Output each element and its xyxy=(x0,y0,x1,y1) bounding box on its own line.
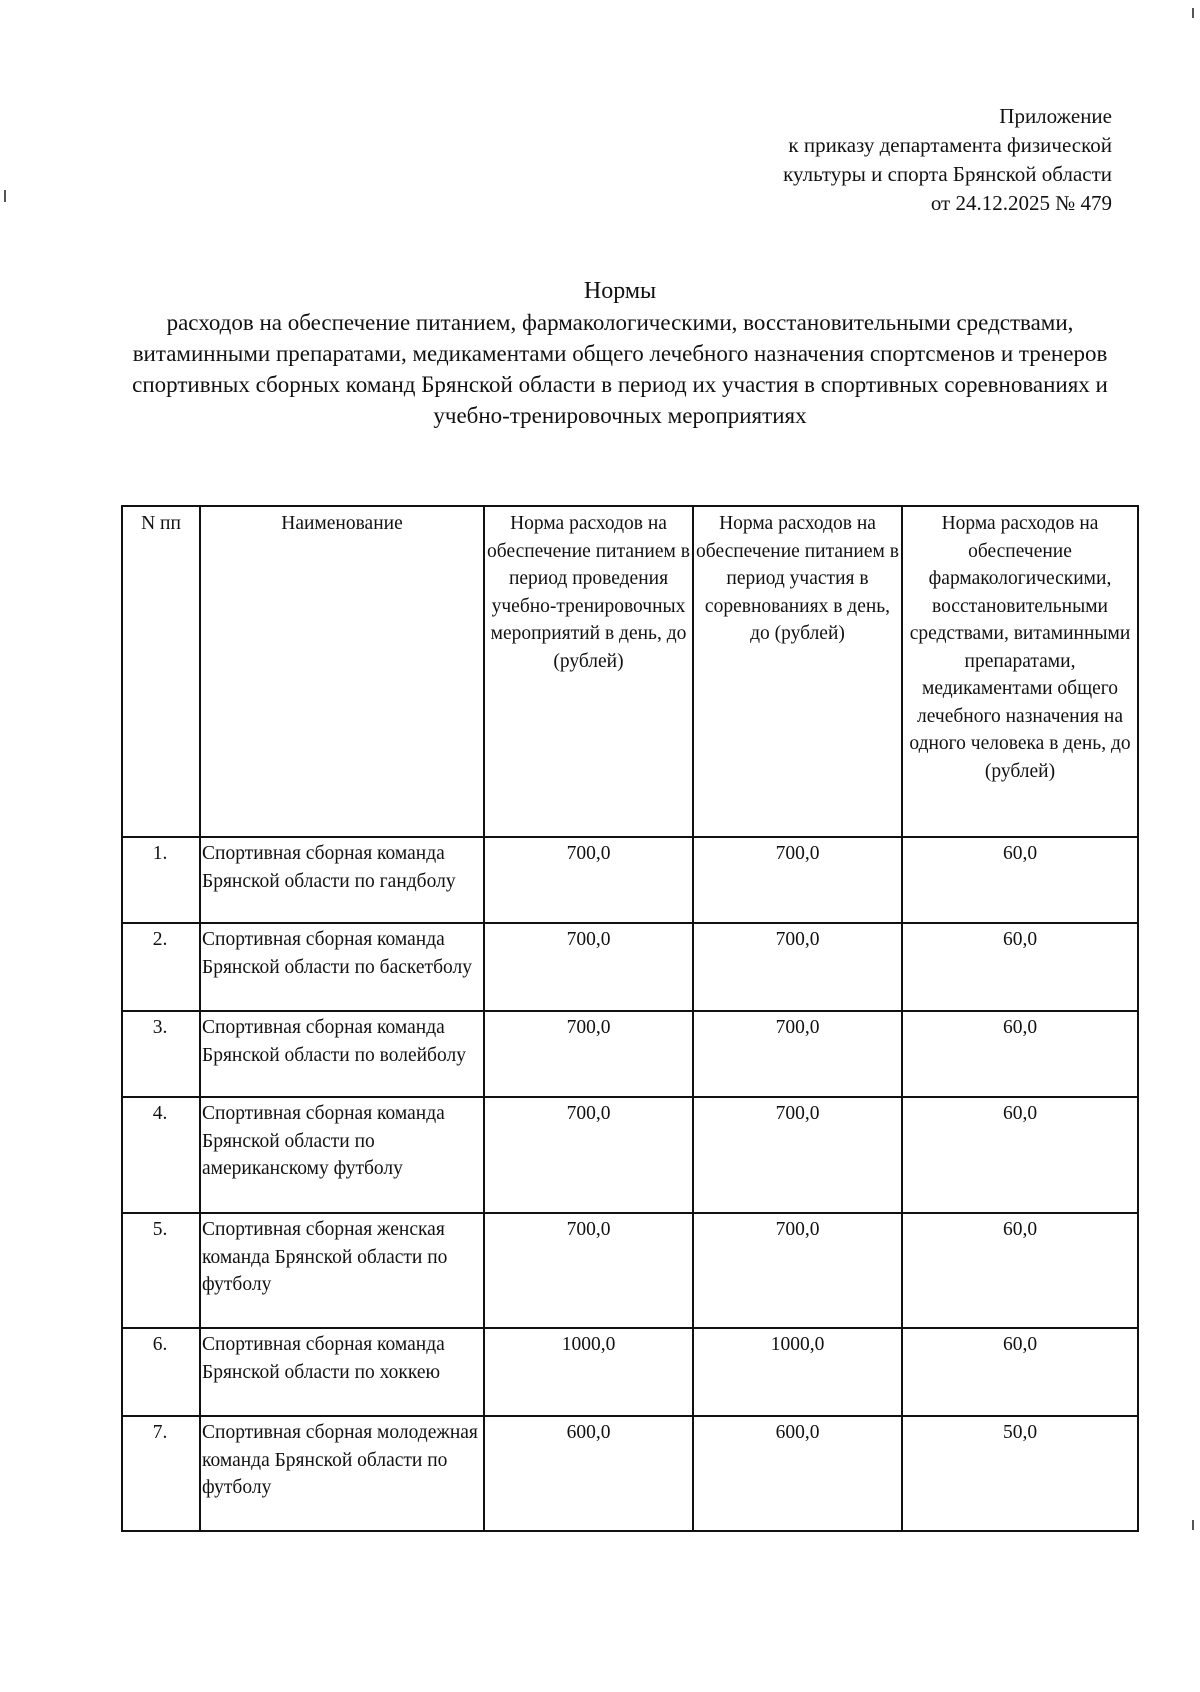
table-row xyxy=(122,1097,1138,1213)
row-training-value: 700,0 xyxy=(484,923,693,1011)
header-number: N пп xyxy=(122,506,200,837)
row-team-name: Спортивная сборная женская команда Брянской области по футболу xyxy=(200,1213,484,1328)
norms-table xyxy=(121,505,1139,1532)
row-training-value: 700,0 xyxy=(484,1213,693,1328)
header-medical-norm: Норма расходов на обеспечение фармакологическими, восстановительными средствами, витаминными препаратами, медикаментами общего лечебного назначения на одного человека в день, до (рублей) xyxy=(902,506,1138,837)
row-team-name: Спортивная сборная команда Брянской области по баскетболу xyxy=(200,923,484,1011)
table-row xyxy=(122,1213,1138,1328)
row-medical-value: 60,0 xyxy=(902,1097,1138,1213)
row-training-value: 700,0 xyxy=(484,1011,693,1097)
document-title: Нормы xyxy=(583,278,657,304)
row-competition-value: 700,0 xyxy=(693,837,902,923)
row-competition-value: 700,0 xyxy=(693,923,902,1011)
row-number: 4. xyxy=(122,1097,200,1213)
row-training-value: 1000,0 xyxy=(484,1328,693,1416)
appendix-date-number: от 24.12.2025 № 479 xyxy=(930,191,1112,215)
row-medical-value: 60,0 xyxy=(902,1011,1138,1097)
table-row xyxy=(122,1011,1138,1097)
appendix-header xyxy=(592,102,1112,218)
table-row xyxy=(122,837,1138,923)
row-medical-value: 60,0 xyxy=(902,837,1138,923)
row-competition-value: 700,0 xyxy=(693,1213,902,1328)
header-name: Наименование xyxy=(200,506,484,837)
scan-artifact xyxy=(4,190,6,202)
appendix-department: культуры и спорта Брянской области xyxy=(783,162,1112,186)
row-medical-value: 60,0 xyxy=(902,1328,1138,1416)
row-number: 5. xyxy=(122,1213,200,1328)
scan-artifact xyxy=(1192,1520,1194,1530)
row-team-name: Спортивная сборная команда Брянской области по хоккею xyxy=(200,1328,484,1416)
scan-artifact xyxy=(1192,8,1194,18)
row-competition-value: 700,0 xyxy=(693,1011,902,1097)
row-number: 3. xyxy=(122,1011,200,1097)
row-team-name: Спортивная сборная команда Брянской области по волейболу xyxy=(200,1011,484,1097)
row-number: 1. xyxy=(122,837,200,923)
row-training-value: 700,0 xyxy=(484,1097,693,1213)
table-row xyxy=(122,1328,1138,1416)
row-number: 2. xyxy=(122,923,200,1011)
row-training-value: 700,0 xyxy=(484,837,693,923)
header-training-norm: Норма расходов на обеспечение питанием в период проведения учебно-тренировочных мероприятий в день, до (рублей) xyxy=(484,506,693,837)
row-number: 6. xyxy=(122,1328,200,1416)
row-medical-value: 50,0 xyxy=(902,1416,1138,1531)
appendix-label: Приложение xyxy=(999,104,1112,128)
document-subtitle: расходов на обеспечение питанием, фармакологическими, восстановительными средствами, витаминными препаратами, медикаментами общего лечебного назначения спортсменов и тренеров спортивных сборных команд Брянской области в период их участия в спортивных соревнованиях и учебно-тренировочных мероприятиях xyxy=(132,310,1108,428)
row-training-value: 600,0 xyxy=(484,1416,693,1531)
row-competition-value: 600,0 xyxy=(693,1416,902,1531)
row-competition-value: 1000,0 xyxy=(693,1328,902,1416)
header-competition-norm: Норма расходов на обеспечение питанием в период участия в соревнованиях в день, до (рублей) xyxy=(693,506,902,837)
document-title-block xyxy=(100,276,1140,431)
table-header-row xyxy=(122,506,1138,837)
table-row xyxy=(122,923,1138,1011)
row-number: 7. xyxy=(122,1416,200,1531)
appendix-order-ref: к приказу департамента физической xyxy=(788,133,1112,157)
row-team-name: Спортивная сборная команда Брянской области по американскому футболу xyxy=(200,1097,484,1213)
row-medical-value: 60,0 xyxy=(902,1213,1138,1328)
table-row xyxy=(122,1416,1138,1531)
row-competition-value: 700,0 xyxy=(693,1097,902,1213)
row-team-name: Спортивная сборная молодежная команда Брянской области по футболу xyxy=(200,1416,484,1531)
row-team-name: Спортивная сборная команда Брянской области по гандболу xyxy=(200,837,484,923)
row-medical-value: 60,0 xyxy=(902,923,1138,1011)
